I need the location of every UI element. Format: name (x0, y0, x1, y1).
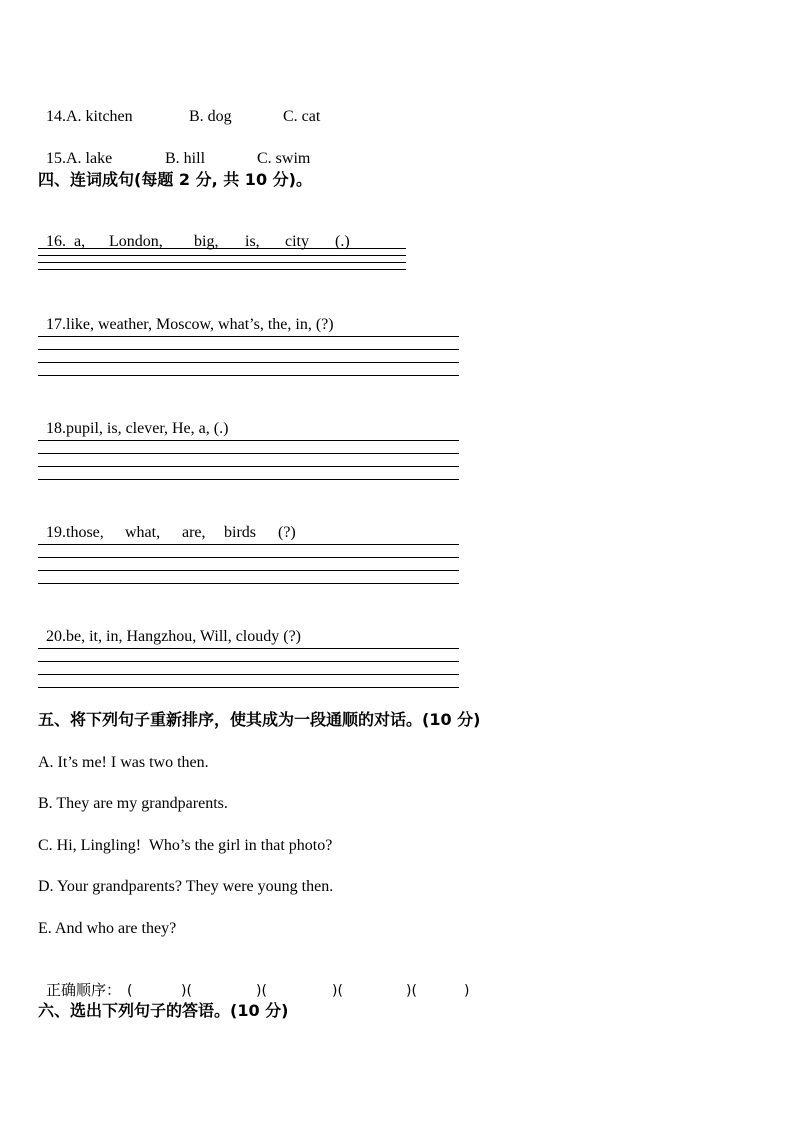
writing-line (38, 362, 459, 363)
correct-order-row (38, 960, 469, 1001)
question-18 (38, 399, 228, 439)
dialogue-sentence-c: C. Hi, Lingling! Who’s the girl in that photo? (38, 837, 333, 854)
dialogue-sentence-d: D. Your grandparents? They were young then. (38, 878, 334, 895)
dialogue-sentence-b: B. They are my grandparents. (38, 795, 228, 812)
word: what, (125, 524, 161, 541)
scrambled-words: pupil, is, clever, He, a, (.) (66, 420, 229, 437)
question-number: 16. (46, 233, 66, 250)
writing-line (38, 262, 406, 263)
answer-blank: ) (464, 983, 470, 999)
answer-lines (38, 544, 459, 584)
word: (?) (278, 524, 296, 541)
word: those, (66, 524, 104, 541)
writing-line (38, 661, 459, 662)
word: big, (194, 233, 219, 250)
writing-line (38, 479, 459, 480)
word: London, (109, 233, 163, 250)
question-number: 14. (46, 108, 66, 125)
writing-line (38, 570, 459, 571)
writing-line (38, 557, 459, 558)
writing-line (38, 687, 459, 688)
option-b: B. hill (165, 150, 206, 167)
word: (.) (335, 233, 350, 250)
word: is, (245, 233, 260, 250)
answer-blank: )( (406, 983, 417, 999)
question-number: 18. (46, 420, 66, 437)
question-number: 15. (46, 150, 66, 167)
section-4-title: 四、连词成句(每题 2 分, 共 10 分)。 (38, 170, 312, 189)
answer-lines (38, 336, 459, 376)
answer-blank: )( (181, 983, 192, 999)
option-c: C. cat (283, 108, 321, 125)
correct-order-label: 正确顺序： (46, 981, 122, 999)
question-15 (38, 129, 310, 169)
writing-line (38, 255, 406, 256)
dialogue-sentence-a: A. It’s me! I was two then. (38, 754, 209, 771)
writing-line (38, 336, 459, 337)
question-17 (38, 295, 334, 335)
word: birds (224, 524, 256, 541)
writing-line (38, 375, 459, 376)
writing-line (38, 648, 459, 649)
writing-line (38, 349, 459, 350)
answer-lines (38, 248, 406, 270)
option-a: A. lake (66, 150, 113, 167)
answer-blank: ( (127, 983, 133, 999)
writing-line (38, 674, 459, 675)
dialogue-sentence-e: E. And who are they? (38, 920, 177, 937)
question-16 (38, 212, 350, 252)
writing-line (38, 269, 406, 270)
word: city (285, 233, 309, 250)
option-a: A. kitchen (66, 108, 133, 125)
writing-line (38, 466, 459, 467)
question-number: 17. (46, 316, 66, 333)
question-14 (38, 87, 320, 127)
writing-line (38, 453, 459, 454)
scrambled-words: like, weather, Moscow, what’s, the, in, (?) (66, 316, 334, 333)
word: are, (182, 524, 206, 541)
writing-line (38, 440, 459, 441)
section-6-title: 六、选出下列句子的答语。(10 分) (38, 1001, 289, 1020)
writing-line (38, 583, 459, 584)
answer-blank: )( (332, 983, 343, 999)
answer-lines (38, 648, 459, 688)
option-c: C. swim (257, 150, 311, 167)
word: a, (74, 233, 86, 250)
question-number: 20. (46, 628, 66, 645)
answer-blank: )( (256, 983, 267, 999)
question-number: 19. (46, 524, 66, 541)
question-20 (38, 607, 301, 647)
writing-line (38, 544, 459, 545)
section-5-title: 五、将下列句子重新排序，使其成为一段通顺的对话。(10 分) (38, 710, 481, 729)
answer-lines (38, 440, 459, 480)
question-19 (38, 503, 296, 543)
option-b: B. dog (189, 108, 232, 125)
writing-line (38, 248, 406, 249)
scrambled-words: be, it, in, Hangzhou, Will, cloudy (?) (66, 628, 302, 645)
